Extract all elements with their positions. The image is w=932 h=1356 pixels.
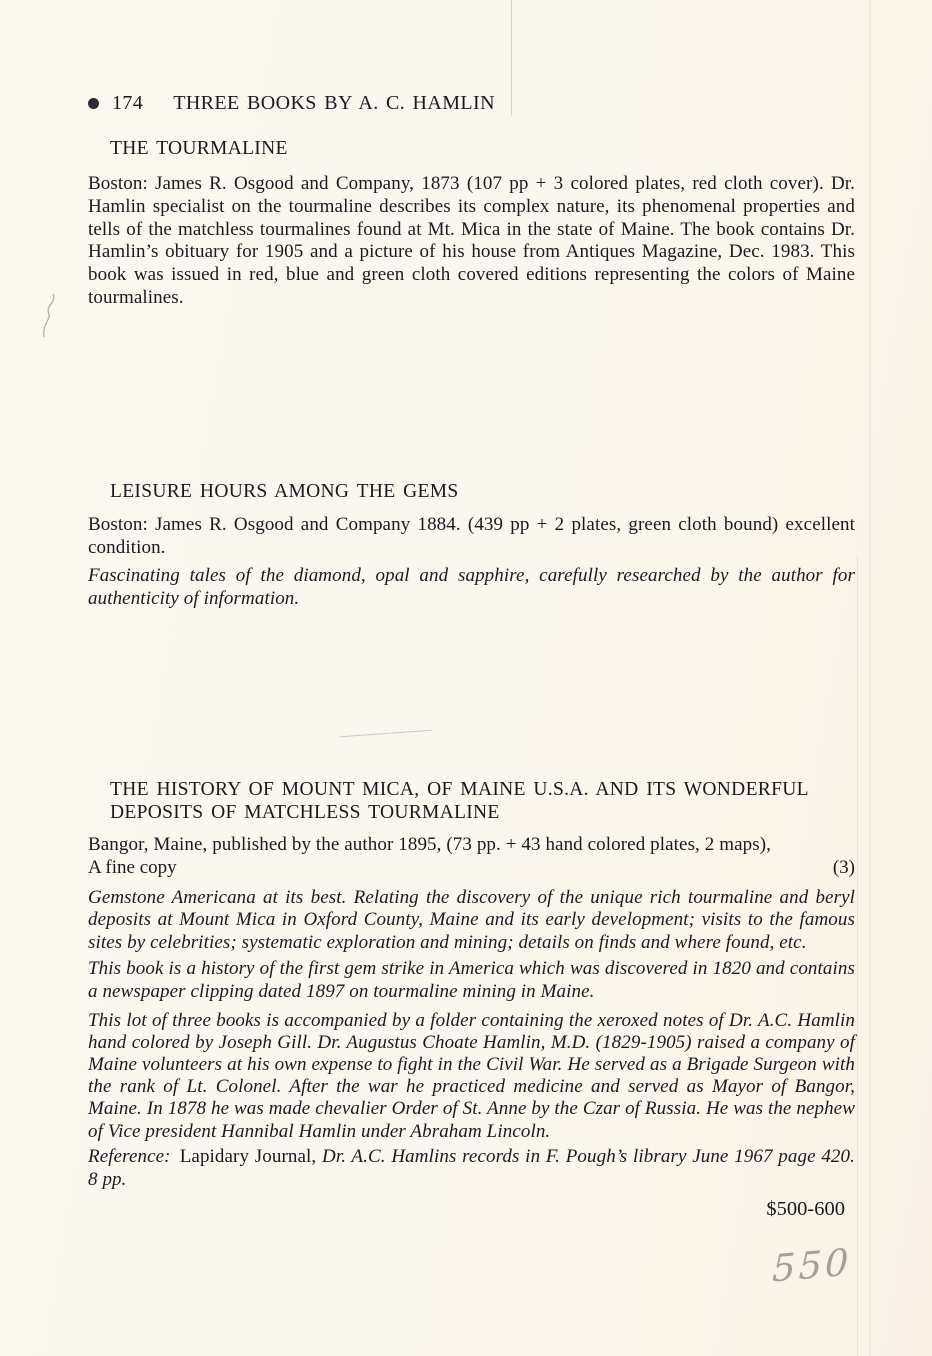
book2-description: Boston: James R. Osgood and Company 1884. (439 pp + 2 plates, green cloth bound) excellent condition. <box>88 513 855 558</box>
reference-journal: Lapidary Journal, <box>179 1145 317 1167</box>
reference-line <box>88 1146 855 1192</box>
book3-title <box>110 778 855 824</box>
book1-description: Boston: James R. Osgood and Company, 1873 (107 pp + 3 colored plates, red cloth cover). Dr. Hamlin specialist on the tourmaline describes its complex nature, its phenomenal properties and tells of the matchless tourmalines found at Mt. Mica in the state of Maine. The book contains Dr. Hamlin’s obituary for 1905 and a picture of his house from Antiques Magazine, Dec. 1983. This book was issued in red, blue and green cloth covered editions representing the colors of Maine tourmalines. <box>88 173 855 308</box>
scan-edge-line <box>869 0 871 1356</box>
lot-header <box>88 92 855 115</box>
paper-crease-top <box>511 0 512 116</box>
book3-quantity: (3) <box>832 856 855 878</box>
paper-crease-right <box>857 556 858 1356</box>
reference-label: Reference: <box>88 1145 171 1167</box>
book1-title: THE TOURMALINE <box>110 138 288 159</box>
book3-title-line2: DEPOSITS OF MATCHLESS TOURMALINE <box>110 801 500 823</box>
pencil-squiggle-mark <box>36 291 62 348</box>
book3-note1: Gemstone Americana at its best. Relating the discovery of the unique rich tourmaline and beryl deposits at Mount Mica in Oxford County, Maine and its early development; visits to the famous sites by celebrities; systematic exploration and mining; details on finds and where found, etc. <box>88 886 855 954</box>
book2-title: LEISURE HOURS AMONG THE GEMS <box>110 480 459 502</box>
book3-description: Bangor, Maine, published by the author 1895, (73 pp. + 43 hand colored plates, 2 maps), <box>88 833 771 855</box>
estimate-price: $500-600 <box>766 1198 845 1221</box>
reference-detail: Dr. A.C. Hamlins records in F. Pough’s library June 1967 page 420. 8 pp. <box>88 1145 855 1190</box>
handwritten-bid: 550 <box>771 1240 852 1291</box>
lot-number: 174 <box>112 92 144 114</box>
book3-note2: This book is a history of the first gem strike in America which was discovered in 1820 and contains a newspaper clipping dated 1897 on tourmaline mining in Maine. <box>88 957 855 1002</box>
book3-note3: This lot of three books is accompanied by a folder containing the xeroxed notes of Dr. A.C. Hamlin hand colored by Joseph Gill. Dr. Augustus Choate Hamlin, M.D. (1829-1905) raised a company of Maine volunteers at his own expense to fight in the Civil War. He served as a Brigade Surgeon with the rank of Lt. Colonel. After the war he practiced medicine and served as Mayor of Bangor, Maine. In 1878 he was made chevalier Order of St. Anne by the Czar of Russia. He was the nephew of Vice president Hannibal Hamlin under Abraham Lincoln. <box>88 1009 855 1142</box>
lot-bullet-icon <box>88 98 99 109</box>
book3-title-line1: THE HISTORY OF MOUNT MICA, OF MAINE U.S.A. AND ITS WONDERFUL <box>110 778 809 800</box>
book3-condition: A fine copy <box>88 856 177 878</box>
book3-description-line2 <box>88 857 855 880</box>
book2-note: Fascinating tales of the diamond, opal and sapphire, carefully researched by the author for authenticity of information. <box>88 565 855 610</box>
lot-title: THREE BOOKS BY A. C. HAMLIN <box>173 92 495 114</box>
